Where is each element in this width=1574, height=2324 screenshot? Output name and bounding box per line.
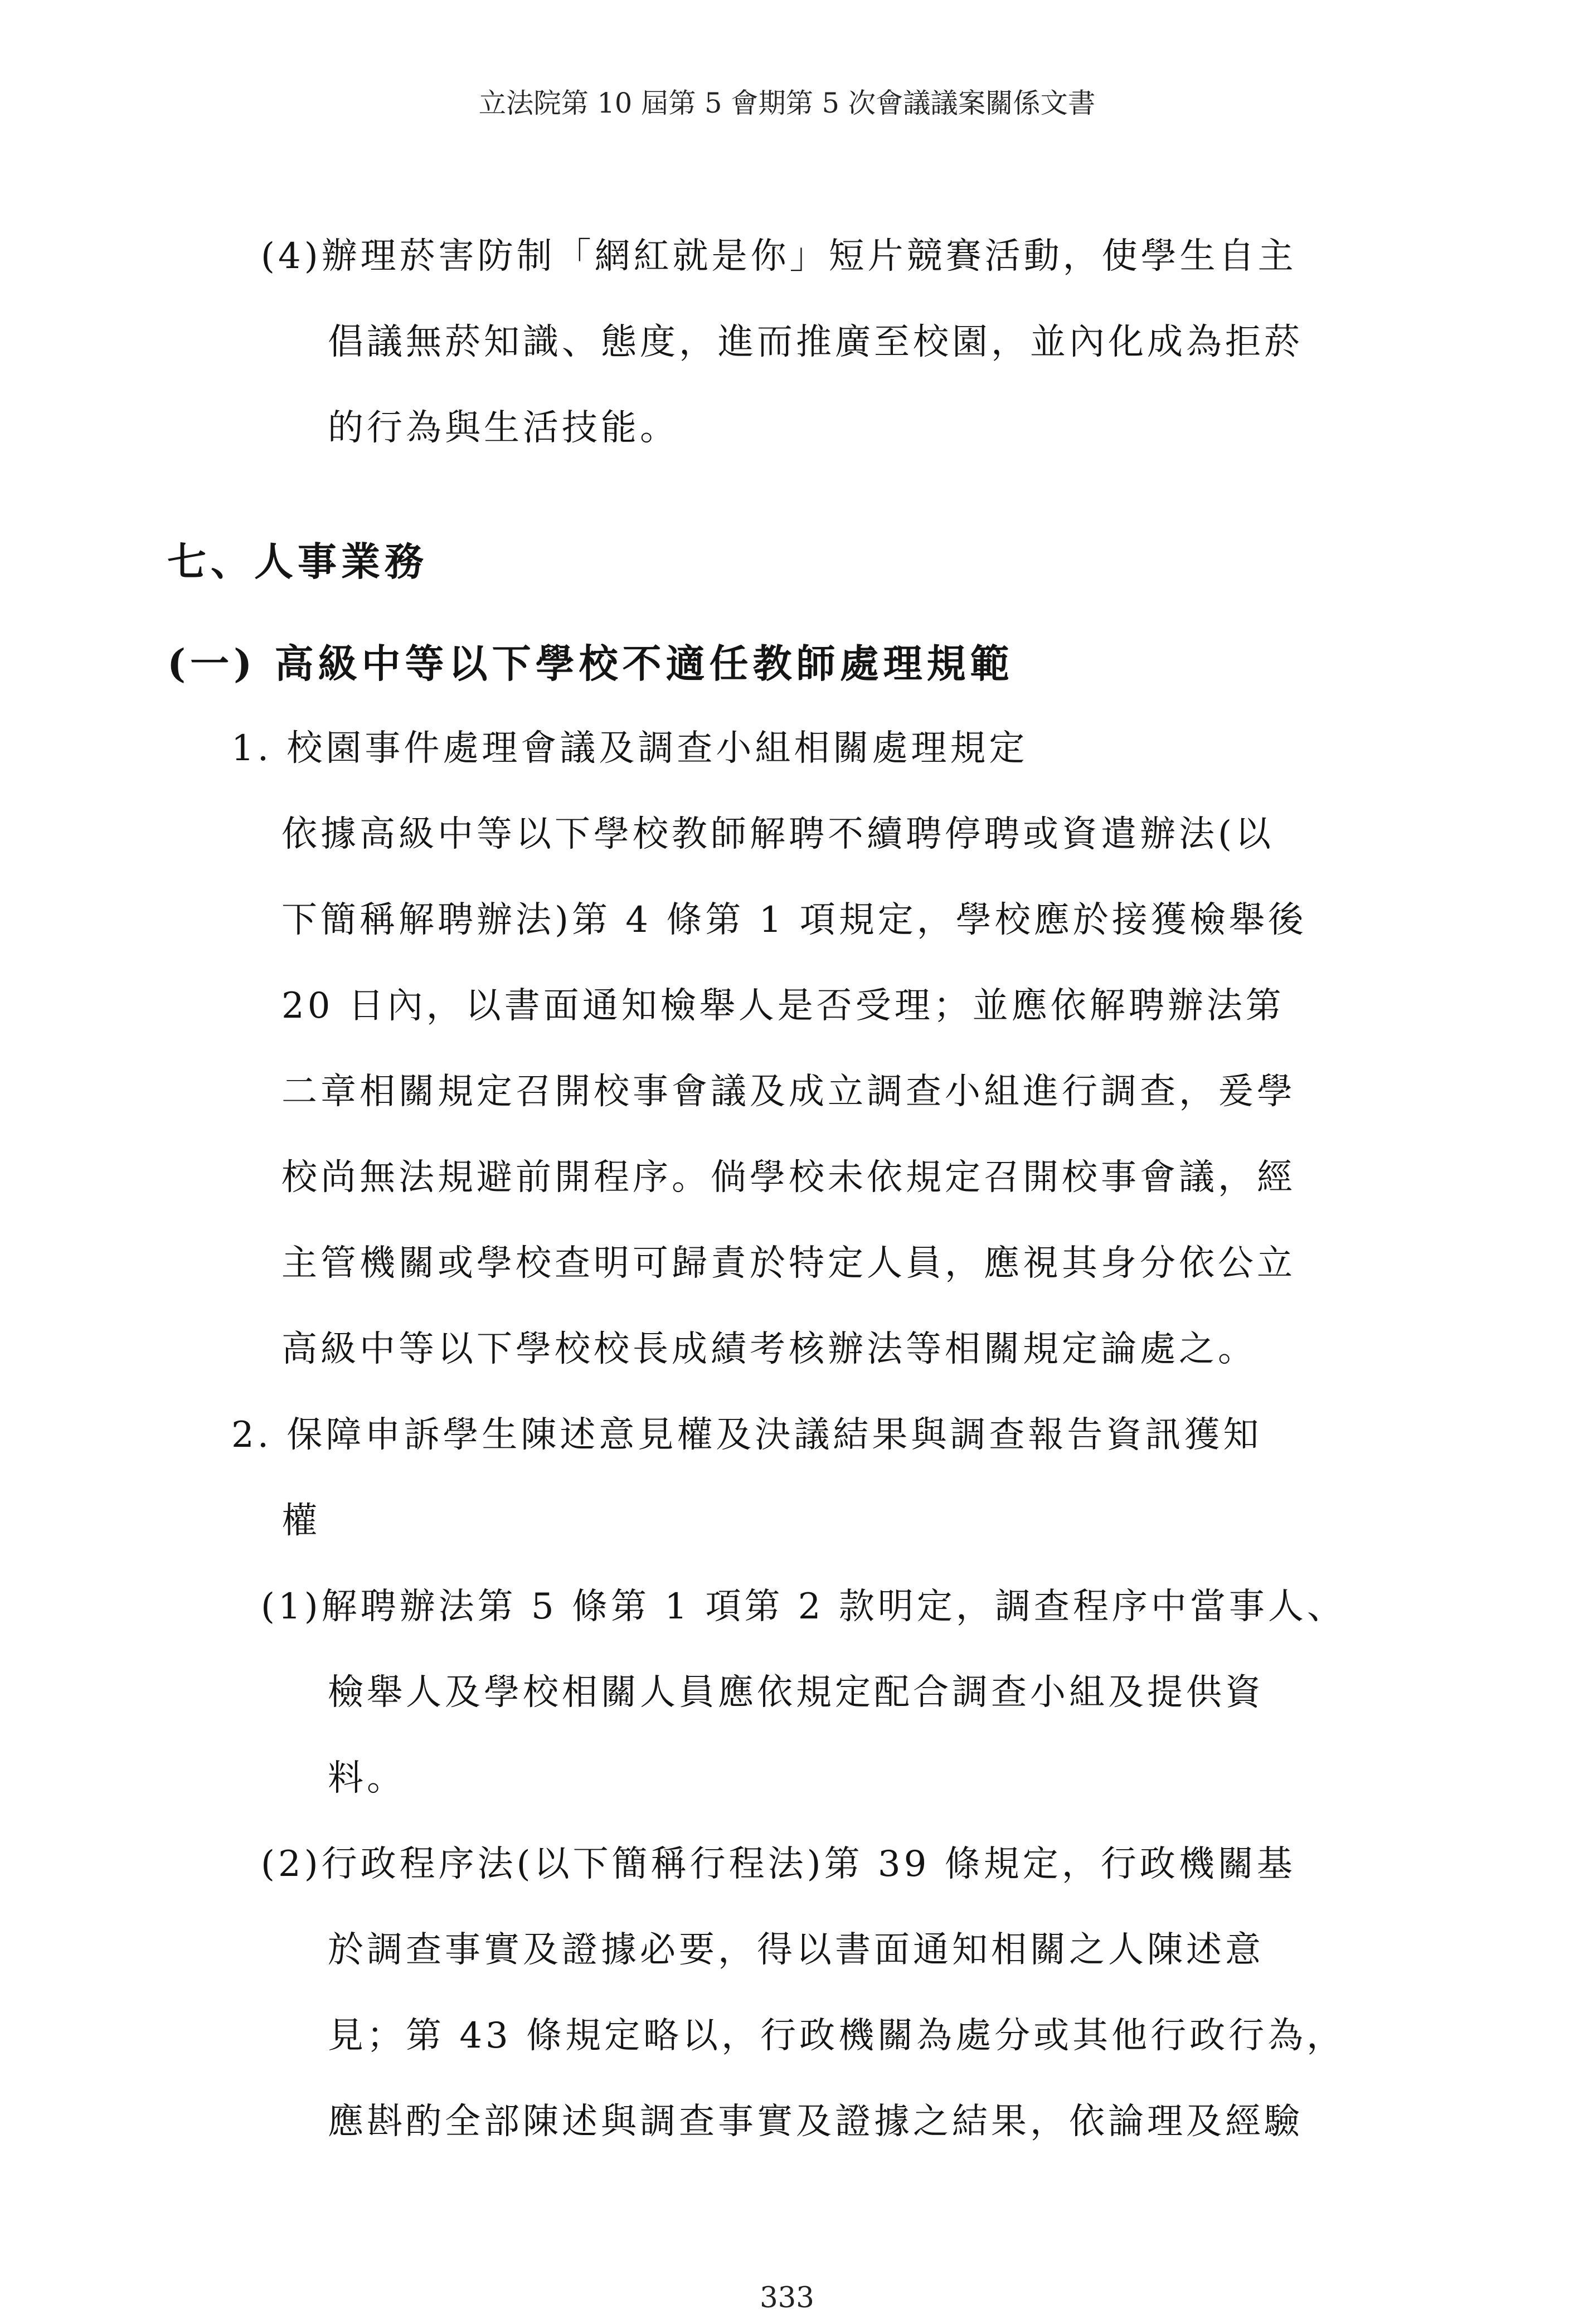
paragraph-line: 20 日內，以書面通知檢舉人是否受理；並應依解聘辦法第	[281, 985, 1285, 1027]
paragraph-line: 校尚無法規避前開程序。倘學校未依規定召開校事會議，經	[281, 1157, 1296, 1198]
page-number: 333	[760, 2281, 814, 2315]
paragraph-line: 倡議無菸知識、態度，進而推廣至校園，並內化成為拒菸	[328, 322, 1303, 363]
paragraph-line: (4)辦理菸害防制「網紅就是你」短片競賽活動，使學生自主	[261, 236, 1297, 277]
paragraph-line: 的行為與生活技能。	[328, 407, 679, 449]
item-title: 2. 保障申訴學生陳述意見權及決議結果與調查報告資訊獲知	[231, 1414, 1262, 1456]
item-title: 1. 校園事件處理會議及調查小組相關處理規定	[231, 728, 1028, 769]
paragraph-line: 應斟酌全部陳述與調查事實及證據之結果，依論理及經驗	[328, 2101, 1303, 2142]
chapter-title: 七、人事業務	[167, 538, 428, 585]
paragraph-line: 主管機關或學校查明可歸責於特定人員，應視其身分依公立	[281, 1243, 1296, 1284]
paragraph-line: 高級中等以下學校校長成績考核辦法等相關規定論處之。	[281, 1329, 1257, 1370]
paragraph-line: 見；第 43 條規定略以，行政機關為處分或其他行政行為，	[328, 2015, 1346, 2056]
paragraph-line: 依據高級中等以下學校教師解聘不續聘停聘或資遣辦法(以	[281, 814, 1274, 855]
paragraph-line: (1)解聘辦法第 5 條第 1 項第 2 款明定，調查程序中當事人、	[261, 1586, 1346, 1627]
paragraph-line: 檢舉人及學校相關人員應依規定配合調查小組及提供資	[328, 1672, 1264, 1713]
subsection-title: (一) 高級中等以下學校不適任教師處理規範	[167, 640, 1014, 687]
item-title: 權	[281, 1500, 320, 1542]
paragraph-line: (2)行政程序法(以下簡稱行程法)第 39 條規定，行政機關基	[261, 1844, 1296, 1885]
paragraph-line: 於調查事實及證據必要，得以書面通知相關之人陳述意	[328, 1929, 1264, 1971]
paragraph-line: 下簡稱解聘辦法)第 4 條第 1 項規定，學校應於接獲檢舉後	[281, 900, 1307, 941]
document-header: 立法院第 10 屆第 5 會期第 5 次會議議案關係文書	[478, 87, 1096, 119]
paragraph-line: 二章相關規定召開校事會議及成立調查小組進行調查，爰學	[281, 1071, 1296, 1112]
paragraph-line: 料。	[328, 1758, 406, 1799]
